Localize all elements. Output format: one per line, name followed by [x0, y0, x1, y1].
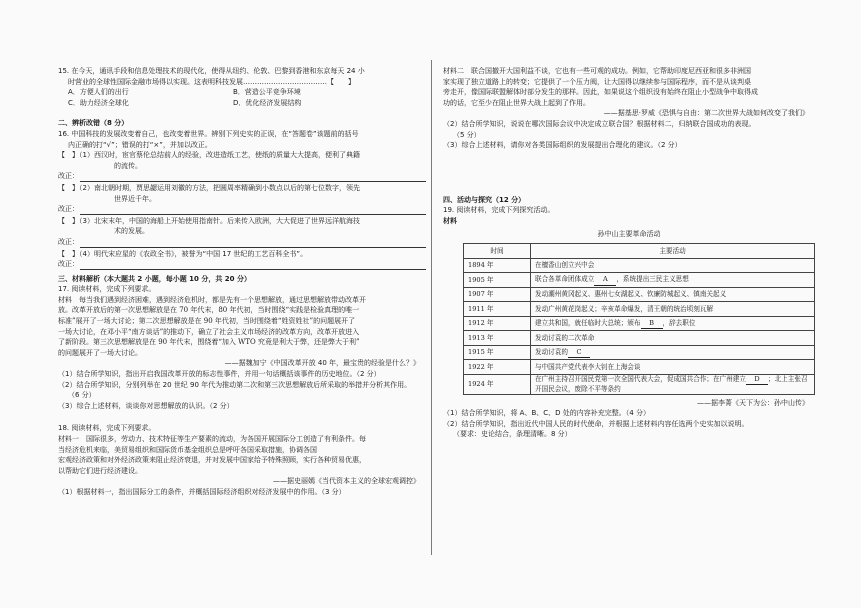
- q17-req2-score: （6 分）: [68, 391, 96, 400]
- activity-text-continued: ，辞去职位: [662, 318, 696, 327]
- q16-item4-answer-line: [80, 260, 426, 270]
- row-year: 1924 年: [464, 374, 531, 394]
- q18-req2: （2）结合所学知识，说说在哪次国际会议中决定成立联合国？根据材料二，归纳联合国成功的表现。: [443, 119, 756, 128]
- q17-source: ——据魏加宁《中国改革开放 40 年，最宝贵的经验是什么？》: [224, 359, 420, 368]
- q18-req2-score: （5 分）: [453, 130, 481, 139]
- q17-material-line5: 了新阶段。第三次思想解放是在 90 年代末，围绕着“加入 WTO 究竟是利大于弊，还是弊大于利”: [58, 338, 360, 347]
- row-year: 1915 年: [464, 345, 531, 360]
- activity-text-continued: ；北上主张召开国民会议，废除不平等条约: [535, 374, 808, 393]
- activity-text: 发动潮州黄冈起义、惠州七女湖起义、钦廉防城起义、镇南关起义: [535, 290, 727, 299]
- q16-item1-answer-line: [80, 172, 426, 182]
- q15-option-b: B．营造公平竞争环境: [233, 88, 301, 97]
- q16-item3-answer-line: [80, 238, 426, 248]
- q17-stem: 17. 阅读材料，完成下列要求。: [58, 285, 156, 294]
- q16-item4-line1: 【 】（4）明代宋应星的《农政全书》，被誉为“中国 17 世纪的工艺百科全书”。: [58, 249, 308, 258]
- row-year: 1894 年: [464, 258, 531, 273]
- q18-material2-line2: 家实现了独立道路上的转变；它提供了一个压力阀，让大国得以继续参与国际程序，而不是从谈判桌: [443, 77, 751, 86]
- q18-req1: （1）根据材料一，指出国际分工的条件，并概括国际经济组织对经济发展中的作用。（3 分）: [58, 487, 346, 496]
- table-row: [464, 345, 815, 360]
- table-row: [464, 316, 815, 331]
- q15-options-row2: [58, 98, 426, 109]
- q16-item1-line1: 【 】（1）西汉时，宦官蔡伦总结前人的经验，改进造纸工艺，使纸的质量大大提高，便利了典籍: [58, 151, 360, 160]
- fix-label: 改正：: [58, 205, 79, 214]
- q17-req3: （3）综合上述材料，谈谈你对思想解放的认识。（2 分）: [58, 401, 234, 410]
- row-activity: [531, 287, 815, 302]
- q18-material-line2: 当经济危机来临，美贸易组织和国际货币基金组织总是呼吁各国采取措施，协调各国: [58, 445, 317, 454]
- revolution-activities-table: [463, 243, 815, 395]
- table-row: [464, 273, 815, 288]
- activity-text: 发动讨袁的二次革命: [535, 333, 595, 342]
- q18-material2-source: ——据基思·罗威《恐惧与自由：第二次世界大战如何改变了我们》: [603, 109, 809, 118]
- column-divider: [431, 60, 432, 555]
- table-row: [464, 331, 815, 346]
- activity-text: 发动讨袁的: [535, 347, 568, 356]
- q15-option-d: D．优化经济发展结构: [233, 98, 302, 107]
- row-year: 1907 年: [464, 287, 531, 302]
- q17-material-line4: 一场大讨论，在邓小平“南方谈话”的推动下，确立了社会主义市场经济的改革方向，改革开放进入: [58, 327, 360, 336]
- q18-stem: 18. 阅读材料，完成下列要求。: [58, 424, 156, 433]
- q15-options-row1: [58, 87, 426, 98]
- q15-stem-line2: 时营业的全球性国际金融市场得以实现。这表明科技发展………………………………【 】: [68, 77, 355, 86]
- q15-option-a: A．方便人们的出行: [68, 88, 129, 97]
- table-row: [464, 258, 815, 273]
- q19-req1: （1）结合所学知识，将 A、B、C、D 处的内容补充完整。（4 分）: [443, 409, 650, 418]
- header-year: 时间: [464, 244, 531, 259]
- q18-material2-line3: 旁走开，像国际联盟解体时部分发生的那样。因此，如果说这个组织没有始终在阻止小型战争中取得成: [443, 88, 758, 97]
- q19-source: ——据李菁《天下为公：孙中山传》: [697, 398, 809, 407]
- activity-text-continued: ，系统提出三民主义思想: [616, 275, 689, 284]
- table-title: 孙中山主要革命活动: [597, 229, 661, 238]
- q19-req2-note: （要求：史论结合，条理清晰。8 分）: [453, 430, 572, 439]
- row-activity: [531, 258, 815, 273]
- q19-stem: 19. 阅读材料，完成下列探究活动。: [443, 206, 555, 215]
- q17-material-line6: 的问题展开了一场大讨论。: [58, 348, 142, 357]
- table-header-row: [464, 244, 815, 259]
- row-activity: [531, 273, 815, 288]
- row-activity: [531, 345, 815, 360]
- table-row: [464, 360, 815, 375]
- table-row: [464, 302, 815, 317]
- activity-text: 建立共和国，就任临时大总统；颁布: [535, 318, 641, 327]
- q18-source: ——据史丽嫣《当代资本主义的全球宏观调控》: [273, 477, 420, 486]
- q17-req2: （2）结合所学知识，分别列举在 20 世纪 90 年代为推动第二次和第三次思想解放后所采取的举措并分析其作用。: [58, 380, 412, 389]
- table-body: [464, 258, 815, 394]
- q17-material-line2: 放。改革开放后的第一次思想解放是在 70 年代末，80 年代初，当时围绕“实践是检验真理的唯一: [58, 306, 360, 315]
- q19-material-label: 材料: [443, 216, 457, 225]
- q16-item2-answer-line: [80, 205, 426, 215]
- q16-item2-line2: 世界近千年。: [114, 194, 156, 203]
- fix-label: 改正：: [58, 260, 79, 269]
- q16-item2-line1: 【 】（2）南北朝时期，贾思勰运用刘徽的方法，把圆周率精确到小数点以后的第七位数字，领先: [58, 183, 360, 192]
- fix-label: 改正：: [58, 237, 79, 246]
- q18-req3: （3）综合上述材料，请你对各类国际组织的发展提出合理化的建议。（2 分）: [443, 141, 682, 150]
- q17-material-line3: 标准”展开了一场大讨论；第二次思想解放是在 90 年代初，当时围绕着“姓资姓社”的问题展开了: [58, 317, 356, 326]
- q18-material-line3: 宏观经济政策和对外经济政策来阻止经济衰退，并对发展中国家给予特殊照顾，实行各种贸易优惠，: [58, 456, 366, 465]
- fix-label: 改正：: [58, 172, 79, 181]
- q17-material-line1: 材料 每当我们遇到经济困难，遇到经济危机时，都是先有一个思想解放，通过思想解放带动改革开: [58, 295, 366, 304]
- q17-req1: （1）结合所学知识，指出开启我国改革开放的标志性事件，并用一句话概括该事件的历史地位。（2 分）: [58, 370, 381, 379]
- section-3-title: 三、材料解析（本大题共 2 小题，每小题 10 分，共 20 分）: [58, 274, 251, 283]
- fill-in-blank[interactable]: D: [746, 375, 768, 385]
- fill-in-blank[interactable]: C: [568, 347, 590, 359]
- q18-material2-line4: 功的话，它至少在阻止世界大战上起到了作用。: [443, 98, 590, 107]
- activity-text: 在广州主持召开国民党第一次全国代表大会，促成国共合作；在广州建立: [535, 374, 746, 383]
- right-column: [443, 66, 815, 440]
- activity-text: 联合各革命团体成立: [535, 275, 595, 284]
- fill-in-blank[interactable]: A: [594, 274, 616, 286]
- row-activity: [531, 316, 815, 331]
- q19-req2: （2）结合所学知识，指出近代中国人民的时代使命，并根据上述材料内容任选两个史实加以说明。: [443, 419, 749, 428]
- q16-stem-line2: 内正确的打“√”；错误的打“×”，并加以改正。: [68, 140, 212, 149]
- q16-stem-line1: 16. 中国科技的发展改变着自己，也改变着世界。辨别下列史实的正误，在“答题卷”该题前的括号: [58, 129, 359, 138]
- q15-option-c: C．助力经济全球化: [68, 98, 129, 107]
- row-activity: [531, 360, 815, 375]
- q16-item3-line1: 【 】（3）北宋末年，中国的海船上开始使用指南针。后来传入欧洲，大大促进了世界远洋航海技: [58, 216, 360, 225]
- q18-material-line4: 以帮助它们进行经济建设。: [58, 466, 142, 475]
- row-activity: [531, 374, 815, 394]
- section-2-title: 二、辨析改错（8 分）: [58, 119, 129, 128]
- row-year: 1922 年: [464, 360, 531, 375]
- row-year: 1911 年: [464, 302, 531, 317]
- q16-item1-line2: 的流传。: [114, 161, 142, 170]
- row-year: 1912 年: [464, 316, 531, 331]
- fill-in-blank[interactable]: B: [641, 318, 663, 330]
- activity-text: 在檀香山创立兴中会: [535, 261, 595, 270]
- activity-text: 发动广州黄花岗起义；辛亥革命爆发，清王朝的统治顷刻瓦解: [535, 304, 714, 313]
- row-activity: [531, 331, 815, 346]
- row-year: 1913 年: [464, 331, 531, 346]
- activity-text: 与中国共产党代表李大钊在上海会谈: [535, 362, 641, 371]
- row-year: 1905 年: [464, 273, 531, 288]
- q15-stem-line1: 15. 在今天，通讯手段和信息处理技术的现代化，使得从纽约、伦敦、巴黎到香港和东京每天 24 小: [58, 67, 365, 75]
- left-column: [58, 66, 426, 498]
- table-row: [464, 287, 815, 302]
- q18-material-line1: 材料一 国际很多，劳动力、技术特征等生产要素的流动，为各国开展国际分工创造了有利条件。每: [58, 435, 366, 443]
- table-row: [464, 374, 815, 394]
- header-activity: 主要活动: [531, 244, 815, 259]
- section-4-title: 四、活动与探究（12 分）: [443, 195, 526, 204]
- q18-material2-line1: 材料二 联合国撤开大国利益不谈，它也有一些可观的成功。例如，它帮助印度尼西亚和很多非洲国: [443, 67, 751, 75]
- q16-item3-line2: 术的发展。: [114, 227, 149, 236]
- row-activity: [531, 302, 815, 317]
